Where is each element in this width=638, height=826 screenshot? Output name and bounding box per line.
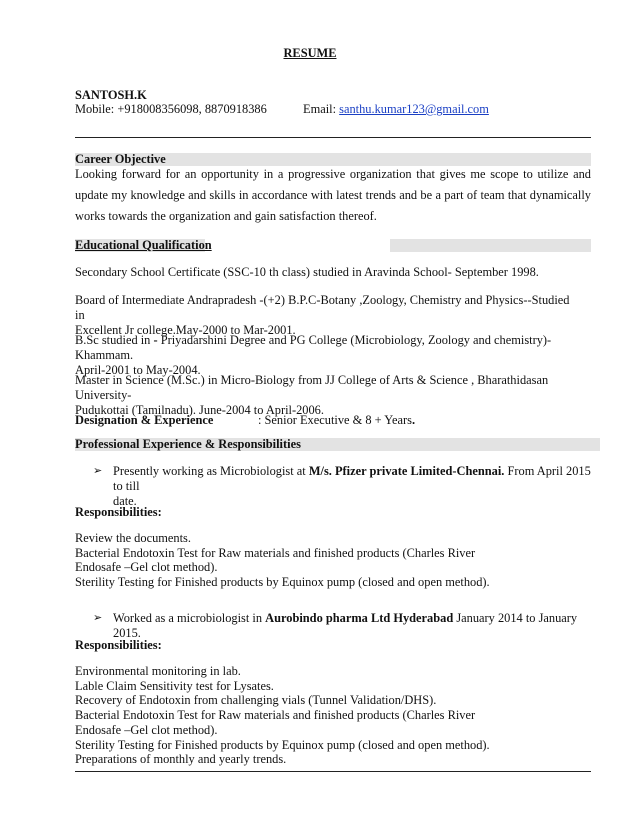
divider-bottom — [75, 771, 591, 772]
bullet-arrow-icon: ➢ — [93, 612, 103, 624]
email-label: Email: — [303, 102, 340, 116]
list-item: Review the documents. — [75, 531, 191, 545]
education-heading: Educational Qualification — [75, 238, 212, 252]
email-line — [303, 102, 489, 117]
career-heading: Career Objective — [75, 152, 166, 166]
list-item: Environmental monitoring in lab. — [75, 664, 241, 678]
email-link[interactable]: santhu.kumar123@gmail.com — [339, 102, 489, 116]
responsibilities-heading-2: Responsibilities: — [75, 638, 162, 652]
list-item: Bacterial Endotoxin Test for Raw materials and finished products (Charles River — [75, 708, 476, 723]
list-item: Sterility Testing for Finished products by Equinox pump (closed and open method). — [75, 737, 490, 752]
designation-label: Designation & Experience — [75, 413, 214, 427]
list-item: Recovery of Endotoxin from challenging vials (Tunnel Validation/DHS). — [75, 693, 437, 708]
list-item: Bacterial Endotoxin Test for Raw materials and finished products (Charles River — [75, 545, 476, 560]
divider-top — [75, 137, 591, 138]
job-pfizer: ➢ Presently working as Microbiologist at M/s. Pfizer private Limited-Chennai. From April 2015 to till date. — [93, 464, 591, 508]
education-item-bsc: B.Sc studied in - Priyadarshini Degree and PG College (Microbiology, Zoology and chemistry)-Khammam. April-2001 to May-2004. — [75, 333, 552, 377]
list-item: Preparations of monthly and yearly trends. — [75, 752, 287, 767]
career-text: Looking forward for an opportunity in a progressive organization that gives me scope to utilize and update my knowledge and skills in accordance with latest trends and be a part of team that dynamically works towards the organization and gain satisfaction thereof. — [75, 167, 591, 223]
bullet-arrow-icon: ➢ — [93, 465, 103, 477]
list-item: Lable Claim Sensitivity test for Lysates. — [75, 678, 274, 693]
education-band-right — [390, 239, 591, 252]
resume-title: RESUME — [283, 46, 337, 60]
mobile-line: Mobile: +918008356098, 8870918386 — [75, 102, 267, 116]
job-aurobindo: ➢ Worked as a microbiologist in Aurobindo pharma Ltd Hyderabad January 2014 to January 2015. — [93, 611, 578, 640]
responsibilities-list-2 — [75, 664, 591, 767]
candidate-name: SANTOSH.K — [75, 88, 147, 102]
responsibilities-list-1 — [75, 531, 591, 590]
experience-heading: Professional Experience & Responsibilities — [75, 437, 301, 451]
education-item-msc: Master in Science (M.Sc.) in Micro-Biology from JJ College of Arts & Science , Bharathidasan University- Pudukottai (Tamilnadu). June-2004 to April-2006. — [75, 373, 549, 417]
education-item-intermediate: Board of Intermediate Andrapradesh -(+2) B.P.C-Botany ,Zoology, Chemistry and Physics--Studied in Excellent Jr college.May-2000 to Mar-2001. — [75, 293, 570, 337]
list-item: Endosafe –Gel clot method). — [75, 560, 218, 575]
designation-value: : Senior Executive & 8 + Years. — [258, 413, 416, 427]
list-item: Sterility Testing for Finished products by Equinox pump (closed and open method). — [75, 575, 490, 590]
responsibilities-heading-1: Responsibilities: — [75, 505, 162, 519]
list-item: Endosafe –Gel clot method). — [75, 722, 218, 737]
education-item-ssc: Secondary School Certificate (SSC-10 th class) studied in Aravinda School- September 1998. — [75, 265, 539, 279]
